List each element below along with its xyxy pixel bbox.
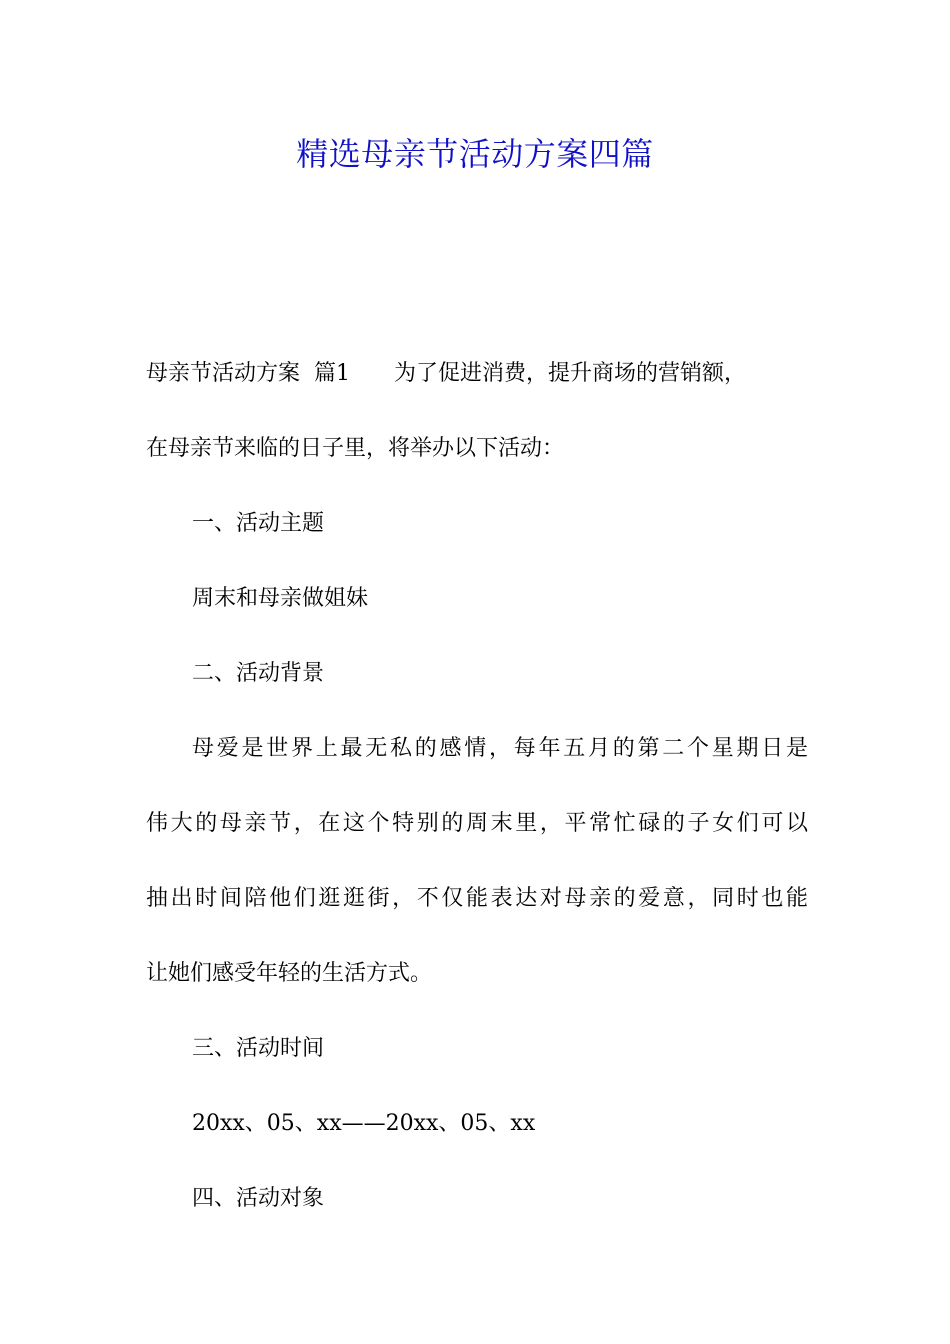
section-content-time: 20xx、05、xx——20xx、05、xx [192, 1111, 536, 1136]
intro-line [146, 336, 808, 411]
background-paragraph-line: 让她们感受年轻的生活方式。 [146, 961, 433, 986]
section-content-theme: 周末和母亲做姐妹 [192, 586, 369, 611]
section-heading-time: 三、活动时间 [192, 1036, 325, 1061]
section-heading-theme: 一、活动主题 [192, 511, 325, 536]
background-paragraph-line: 母爱是世界上最无私的感情，每年五月的第二个星期日是 [192, 736, 808, 761]
section-heading-background: 二、活动背景 [192, 661, 325, 686]
background-paragraph-line: 抽出时间陪他们逛逛街，不仅能表达对母亲的爱意，同时也能 [146, 886, 808, 911]
intro-lead-text: 为了促进消费，提升商场的营销额， [393, 361, 746, 386]
background-paragraph-line: 伟大的母亲节，在这个特别的周末里，平常忙碌的子女们可以 [146, 811, 808, 836]
intro-heading: 母亲节活动方案 篇1 [146, 361, 350, 386]
section-heading-audience: 四、活动对象 [192, 1186, 325, 1211]
document-body [146, 336, 808, 1236]
intro-continuation: 在母亲节来临的日子里，将举办以下活动： [146, 436, 565, 461]
document-title: 精选母亲节活动方案四篇 [296, 135, 654, 173]
